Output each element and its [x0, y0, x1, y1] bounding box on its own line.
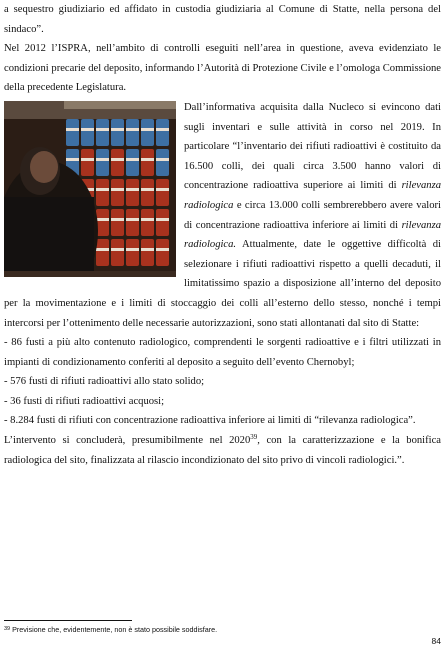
drum-shape	[126, 239, 139, 266]
drum-label-band	[156, 248, 169, 251]
drum-shape	[141, 119, 154, 146]
drum-shape	[156, 209, 169, 236]
drum-shape	[81, 149, 94, 176]
drum-label-band	[111, 188, 124, 191]
paragraph-quote-end: a sequestro giudiziario ed affidato in custodia giudiziaria al Comune di Statte, nella persona del sindaco”.	[4, 4, 441, 35]
drum-shape	[141, 149, 154, 176]
drum-shape	[96, 239, 109, 266]
nucleco-italic-2: rilevanza radiologica.	[184, 219, 441, 251]
drum-shape	[141, 179, 154, 206]
list-item-1: - 86 fusti a più alto contenuto radiologico, comprendenti le sorgenti radioattive e i filtri utilizzati in impianti di condizionamento conferiti al deposito a seguito dell’evento Chernobyl;	[4, 337, 441, 368]
nucleco-text-1: Dall’informativa acquisita dalla Nucleco si evincono dati sugli inventari e sulle attività in corso nel 2019. In particolare “l’inventario dei rifiuti radioattivi è costituito da 16.500 colli, dei quali circa 3.500 hanno valori di concentrazione radioattiva superiore ai limiti di	[184, 101, 441, 192]
footnote	[4, 625, 217, 635]
footnote-reference[interactable]: 39	[250, 433, 258, 442]
drum-shape	[81, 119, 94, 146]
page-number: 84	[431, 636, 441, 646]
drum-label-band	[141, 188, 154, 191]
list-item-2: - 576 fusti di rifiuti radioattivi allo stato solido;	[4, 376, 205, 388]
drum-shape	[156, 179, 169, 206]
drum-label-band	[66, 158, 79, 161]
nucleco-text-2: e circa 13.000 colli sembrerebbero avere valori di concentrazione radioattiva inferiore ai limiti di	[184, 199, 441, 231]
drum-label-band	[126, 128, 139, 131]
footnote-number: 39	[4, 626, 11, 632]
drum-label-band	[141, 248, 154, 251]
drum-label-band	[96, 158, 109, 161]
drum-label-band	[126, 188, 139, 191]
drum-shape	[156, 149, 169, 176]
drum-label-band	[111, 248, 124, 251]
list-item-4: - 8.284 fusti di rifiuti con concentrazione radioattiva inferiore ai limiti di “rilevanza radiologica”.	[4, 415, 416, 427]
drum-label-band	[96, 188, 109, 191]
drum-label-band	[156, 188, 169, 191]
drum-label-band	[66, 128, 79, 131]
paragraph-conclusion	[4, 431, 441, 470]
drum-shape	[96, 179, 109, 206]
drum-label-band	[126, 248, 139, 251]
drum-label-band	[126, 218, 139, 221]
drum-shape	[126, 149, 139, 176]
drum-shape	[126, 119, 139, 146]
storage-drums-photo	[4, 101, 176, 277]
drum-shape	[111, 239, 124, 266]
drum-label-band	[141, 218, 154, 221]
drum-shape	[156, 119, 169, 146]
drum-label-band	[141, 158, 154, 161]
footnote-separator	[4, 620, 132, 621]
drum-shape	[126, 209, 139, 236]
drum-shape	[126, 179, 139, 206]
drum-label-band	[96, 218, 109, 221]
drum-label-band	[156, 218, 169, 221]
footnote-text: Previsione che, evidentemente, non è stato possibile soddisfare.	[10, 625, 218, 634]
drum-label-band	[111, 218, 124, 221]
drum-shape	[66, 119, 79, 146]
paragraph-ispra: Nel 2012 l’ISPRA, nell’ambito di controlli eseguiti nell’area in questione, aveva evidenziato le condizioni precarie del deposito, informando l’Autorità di Protezione Civile e l’omologa Commissione della precedente Legislatura.	[4, 43, 441, 94]
drum-label-band	[111, 128, 124, 131]
nucleco-text-3: Attualmente, date le oggettive difficoltà di selezionare i rifiuti radioattivi rispetto a quelli decaduti, il limitatissimo spazio a disposizione all’interno del deposito per la movimentazione e i limiti di stoccaggio dei colli all’esterno dello stesso, nonché i tempi intercorsi per l’ottenimento delle necessarie autorizzazioni, sono stati allontanati dal sito di Statte:	[4, 239, 441, 329]
drum-label-band	[156, 128, 169, 131]
drum-label-band	[156, 158, 169, 161]
drum-shape	[141, 209, 154, 236]
drum-shape	[96, 149, 109, 176]
document-body	[4, 0, 441, 470]
list-item-3: - 36 fusti di rifiuti radioattivi acquosi;	[4, 395, 165, 407]
drum-shape	[96, 119, 109, 146]
conclusion-text-1: L’intervento si concluderà, presumibilmente nel 2020	[4, 435, 251, 447]
conclusion-text-2: , con la caratterizzazione e la bonifica radiologica del sito, finalizzata al rilascio incondizionato del sito privo di vincoli radiologici.”.	[4, 435, 441, 466]
drum-label-band	[96, 128, 109, 131]
drum-shape	[111, 119, 124, 146]
drum-label-band	[111, 158, 124, 161]
drum-shape	[111, 179, 124, 206]
nucleco-italic-1: rilevanza radiologica	[184, 180, 441, 211]
drum-label-band	[141, 128, 154, 131]
drum-shape	[156, 239, 169, 266]
drum-label-band	[81, 158, 94, 161]
drum-label-band	[96, 248, 109, 251]
drum-label-band	[126, 158, 139, 161]
drum-shape	[111, 149, 124, 176]
drum-shape	[141, 239, 154, 266]
drum-shape	[111, 209, 124, 236]
drum-label-band	[81, 128, 94, 131]
